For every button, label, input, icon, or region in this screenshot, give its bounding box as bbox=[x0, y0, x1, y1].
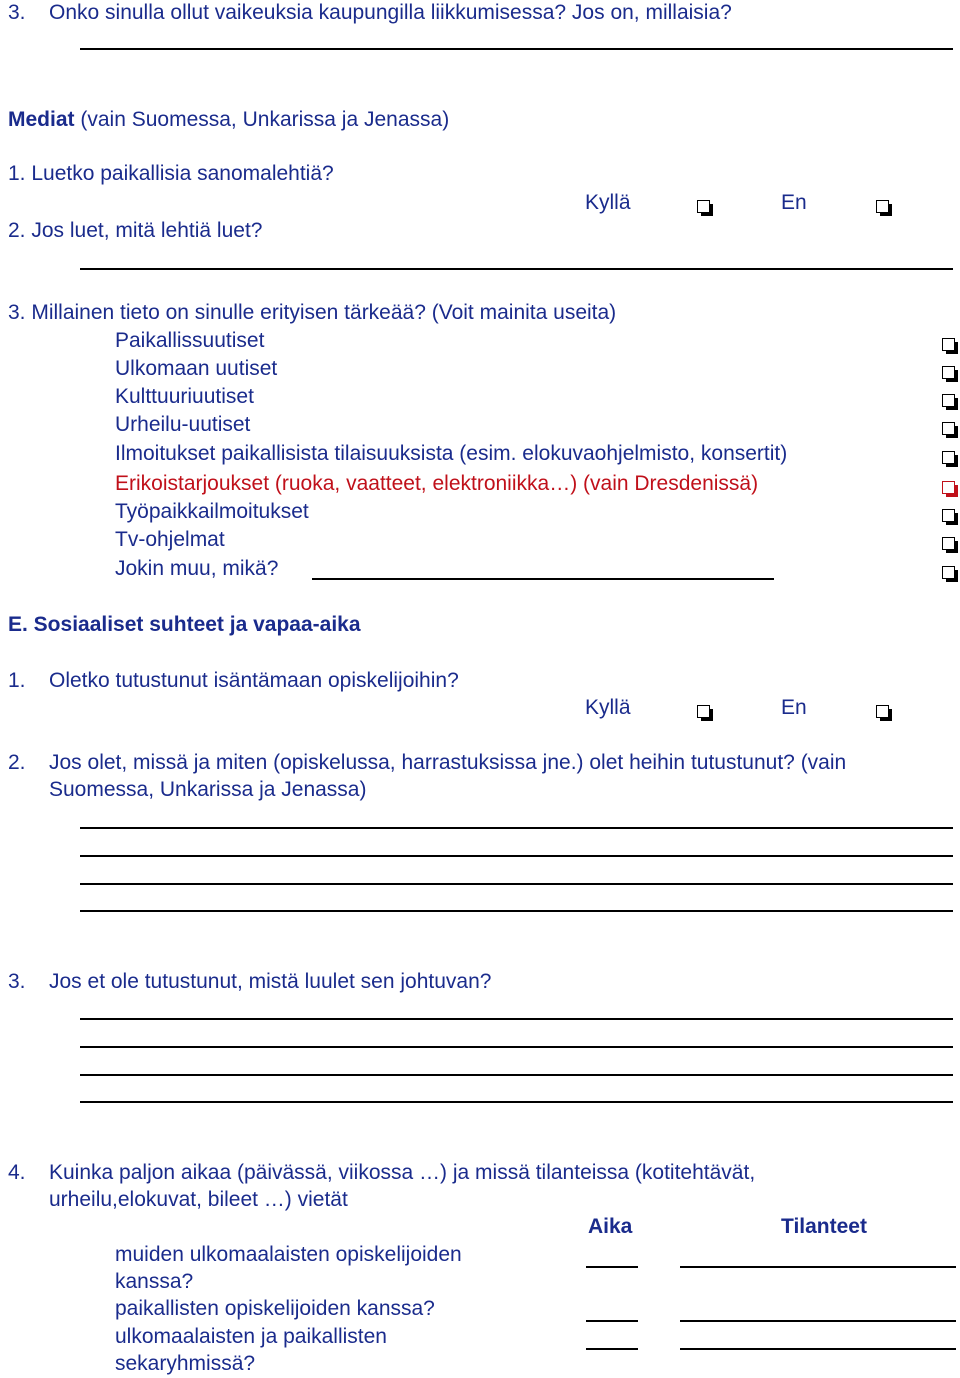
section-heading-social: E. Sosiaaliset suhteet ja vapaa-aika bbox=[8, 613, 361, 636]
option-label: Tv-ohjelmat bbox=[115, 528, 225, 551]
question-text: Oletko tutustunut isäntämaan opiskelijoihin? bbox=[49, 669, 459, 692]
question-text: urheilu,elokuvat, bileet …) vietät bbox=[49, 1188, 348, 1211]
time-answer-line[interactable] bbox=[586, 1320, 638, 1322]
option-checkbox[interactable] bbox=[942, 394, 955, 407]
option-checkbox[interactable] bbox=[942, 422, 955, 435]
answer-line[interactable] bbox=[80, 1018, 953, 1020]
time-answer-line[interactable] bbox=[586, 1266, 638, 1268]
option-checkbox[interactable] bbox=[942, 366, 955, 379]
no-label: En bbox=[781, 191, 807, 214]
option-checkbox[interactable] bbox=[942, 451, 955, 464]
answer-line[interactable] bbox=[80, 1074, 953, 1076]
question-number: 3. bbox=[8, 1, 26, 24]
row-label: sekaryhmissä? bbox=[115, 1352, 256, 1375]
question-number: 1. bbox=[8, 669, 26, 692]
column-header-time: Aika bbox=[588, 1215, 633, 1238]
section-heading-media: Mediat (vain Suomessa, Unkarissa ja Jenassa) bbox=[8, 108, 450, 131]
option-label: Erikoistarjoukset (ruoka, vaatteet, elektroniikka…) (vain Dresdenissä) bbox=[115, 472, 759, 495]
row-label: paikallisten opiskelijoiden kanssa? bbox=[115, 1297, 435, 1320]
option-checkbox[interactable] bbox=[942, 509, 955, 522]
yes-label: Kyllä bbox=[585, 191, 631, 214]
answer-line[interactable] bbox=[80, 855, 953, 857]
question-text: Onko sinulla ollut vaikeuksia kaupungilla liikkumisessa? Jos on, millaisia? bbox=[49, 1, 732, 24]
column-header-situations: Tilanteet bbox=[781, 1215, 867, 1238]
question-text: Suomessa, Unkarissa ja Jenassa) bbox=[49, 778, 367, 801]
row-label: kanssa? bbox=[115, 1270, 194, 1293]
no-checkbox[interactable] bbox=[876, 705, 889, 718]
option-label: Jokin muu, mikä? bbox=[115, 557, 279, 580]
option-label: Ulkomaan uutiset bbox=[115, 357, 278, 380]
time-answer-line[interactable] bbox=[586, 1348, 638, 1350]
yes-label: Kyllä bbox=[585, 696, 631, 719]
situation-answer-line[interactable] bbox=[680, 1266, 956, 1268]
row-label: muiden ulkomaalaisten opiskelijoiden bbox=[115, 1243, 462, 1266]
situation-answer-line[interactable] bbox=[680, 1320, 956, 1322]
question-number: 4. bbox=[8, 1161, 26, 1184]
option-checkbox[interactable] bbox=[942, 537, 955, 550]
answer-line[interactable] bbox=[80, 883, 953, 885]
yes-checkbox[interactable] bbox=[697, 705, 710, 718]
question-number: 3. bbox=[8, 970, 26, 993]
option-label: Kulttuuriuutiset bbox=[115, 385, 254, 408]
answer-line[interactable] bbox=[80, 1101, 953, 1103]
option-label: Työpaikkailmoitukset bbox=[115, 500, 309, 523]
option-label: Urheilu-uutiset bbox=[115, 413, 251, 436]
question-text: 3. Millainen tieto on sinulle erityisen tärkeää? (Voit mainita useita) bbox=[8, 301, 617, 324]
option-label: Ilmoitukset paikallisista tilaisuuksista (esim. elokuvaohjelmisto, konsertit) bbox=[115, 442, 788, 465]
situation-answer-line[interactable] bbox=[680, 1348, 956, 1350]
option-checkbox[interactable] bbox=[942, 566, 955, 579]
question-text: Jos et ole tutustunut, mistä luulet sen johtuvan? bbox=[49, 970, 492, 993]
answer-line[interactable] bbox=[80, 827, 953, 829]
answer-line[interactable] bbox=[80, 268, 953, 270]
answer-line[interactable] bbox=[80, 1046, 953, 1048]
row-label: ulkomaalaisten ja paikallisten bbox=[115, 1325, 387, 1348]
option-checkbox[interactable] bbox=[942, 338, 955, 351]
answer-line[interactable] bbox=[80, 910, 953, 912]
question-text: 1. Luetko paikallisia sanomalehtiä? bbox=[8, 162, 334, 185]
question-text: Jos olet, missä ja miten (opiskelussa, harrastuksissa jne.) olet heihin tutustunut? (vain bbox=[49, 751, 847, 774]
yes-checkbox[interactable] bbox=[697, 200, 710, 213]
answer-line[interactable] bbox=[80, 48, 953, 50]
no-label: En bbox=[781, 696, 807, 719]
other-answer-line[interactable] bbox=[312, 578, 774, 580]
option-label: Paikallissuutiset bbox=[115, 329, 265, 352]
question-text: Kuinka paljon aikaa (päivässä, viikossa …) ja missä tilanteissa (kotitehtävät, bbox=[49, 1161, 756, 1184]
option-checkbox[interactable] bbox=[942, 481, 955, 494]
no-checkbox[interactable] bbox=[876, 200, 889, 213]
question-number: 2. bbox=[8, 751, 26, 774]
question-text: 2. Jos luet, mitä lehtiä luet? bbox=[8, 219, 263, 242]
